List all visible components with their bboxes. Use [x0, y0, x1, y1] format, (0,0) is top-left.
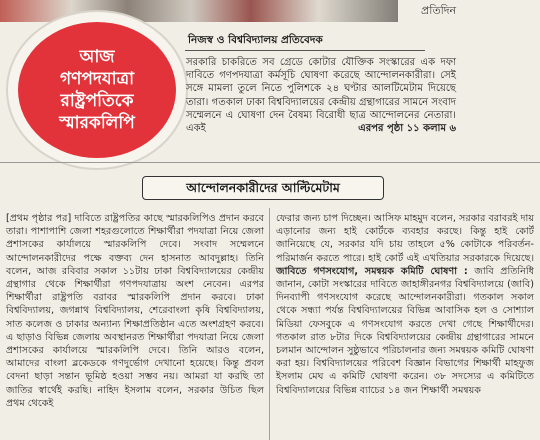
- right-column-text-1: ফেরার জন্য চাপ দিচ্ছেন। আসিফ মাহমুদ বলেন, সরকার বরাবরই দায় এড়ানোর জন্য হাই কোর্টকে ব্যবহার করছে। কিন্তু হাই কোর্ট জানিয়েছে যে, সরকার যদি চায় তাহলে ৫% কোটাকে পরিবর্তন-পরিমার্জন করতে পারে। হাই কোর্ট এই এখতিয়ার সরকারকে দিয়েছে।: [276, 213, 534, 264]
- intro-paragraph: [186, 56, 456, 135]
- badge-line-1: আজ: [79, 47, 115, 67]
- badge-line-2: গণপদযাত্রা: [59, 69, 135, 89]
- header-photo: [0, 0, 398, 22]
- left-column-text: দাবিতে রাষ্ট্রপতির কাছে স্মারকলিপিও প্রদান করবে তারা। পাশাপাশি জেলা শহরগুলোতে শিক্ষার্থীরা পদযাত্রা নিয়ে জেলা প্রশাসকের কার্যালয়ে স্মারকলিপি দেবে। সংবাদ সম্মেলনে আন্দোলনকারীদের পক্ষে বক্তব্য দেন হাসনাত আবদুল্লাহ। তিনি বলেন, আজ রবিবার সকাল ১১টায় ঢাকা বিশ্ববিদ্যালয়ের কেন্দ্রীয় গ্রন্থাগার থেকে শিক্ষার্থীরা গণপদযাত্রায় অংশ নেবেন। এরপর শিক্ষার্থীরা রাষ্ট্রপতি বরাবর স্মারকলিপি প্রদান করবে। ঢাকা বিশ্ববিদ্যালয়, জগন্নাথ বিশ্ববিদ্যালয়, শেরেবাংলা কৃষি বিশ্ববিদ্যালয়, সাত কলেজ ও ঢাকার অন্যান্য শিক্ষাপ্রতিষ্ঠান এতে অংশগ্রহণ করবে। এ ছাড়াও বিভিন্ন জেলায় অবস্থানরত শিক্ষার্থীরা পদযাত্রা নিয়ে জেলা প্রশাসকের কার্যালয়ে স্মারকলিপি দেবে। তিনি আরও বলেন, আমাদের বাংলা ব্লকেডকে গণদুর্ভোগ দেখানো হয়েছে। কিন্তু প্রবল বেদনা ছাড়া সন্তান ভূমিষ্ঠ হওয়া সম্ভব নয়। আমরা যা করছি তা জাতির স্বার্থেই করছি। নাহিদ ইসলাম বলেন, সরকার উচিত ছিল প্রথম থেকেই: [6, 213, 264, 409]
- badge-line-3: রাষ্ট্রপতিকে: [60, 91, 134, 111]
- byline-divider: [185, 50, 425, 51]
- right-column: [276, 212, 534, 397]
- section-label: প্রতিদিন: [421, 4, 457, 17]
- byline: নিজস্ব ও বিশ্ববিদ্যালয় প্রতিবেদক: [188, 34, 323, 46]
- left-column: [6, 212, 264, 410]
- column-divider: [269, 208, 270, 440]
- continuation-note: এরপর পৃষ্ঠা ১১ কলাম ৬: [358, 123, 456, 135]
- article-headline: আন্দোলনকারীদের আল্টিমেটাম: [142, 176, 384, 200]
- section-divider: [0, 162, 540, 163]
- continued-from-label: [প্রথম পৃষ্ঠার পর]: [6, 213, 72, 224]
- right-column-text-2: জাবি প্রতিনিধি জানান, কোটা সংস্কারের দাবিতে জাহাঙ্গীরনগর বিশ্ববিদ্যালয়ে (জাবি) দিনব্যাপী গণসংযোগ করেছে আন্দোলনকারীরা। গতকাল সকাল থেকে সন্ধ্যা পর্যন্ত বিশ্ববিদ্যালয়ের বিভিন্ন আবাসিক হল ও সোশ্যাল মিডিয়া ফেসবুকে এ গণসংযোগ করতে দেখা গেছে শিক্ষার্থীদের। গতকাল রাত ৮টার দিকে বিশ্ববিদ্যালয়ের কেন্দ্রীয় গ্রন্থাগারের সামনে চলমান আন্দোলন সুষ্ঠুভাবে পরিচালনার জন্য সমন্বয়ক কমিটি ঘোষণা করা হয়। বিশ্ববিদ্যালয়ের পরিবেশ বিজ্ঞান বিভাগের শিক্ষার্থী মাহফুজ ইসলাম মেঘ এ কমিটি ঘোষণা করেন। ৩৮ সদস্যের এ কমিটিতে বিশ্ববিদ্যালয়ের বিভিন্ন ব্যাচের ১৪ জন শিক্ষার্থী সমন্বয়ক: [276, 265, 534, 396]
- highlight-badge: [18, 22, 176, 158]
- intro-text: সরকারি চাকরিতে সব গ্রেডে কোটার যৌক্তিক সংস্কারের এক দফা দাবিতে গণপদযাত্রা কর্মসূচি ঘোষণা করেছে আন্দোলনকারীরা। সেই সঙ্গে মামলা তুলে নিতে পুলিশকে ২৪ ঘণ্টার আলটিমেটাম দিয়েছে তারা। গতকাল ঢাকা বিশ্ববিদ্যালয়ের কেন্দ্রীয় গ্রন্থাগারের সামনে সংবাদ সম্মেলনে এ ঘোষণা দেন বৈষম্য বিরোধী ছাত্র আন্দোলনের নেতারা। একই: [186, 57, 456, 135]
- subheading-jabi: জাবিতে গণসংযোগ, সমন্বয়ক কমিটি ঘোষণা :: [276, 265, 468, 277]
- badge-line-4: স্মারকলিপি: [59, 113, 135, 133]
